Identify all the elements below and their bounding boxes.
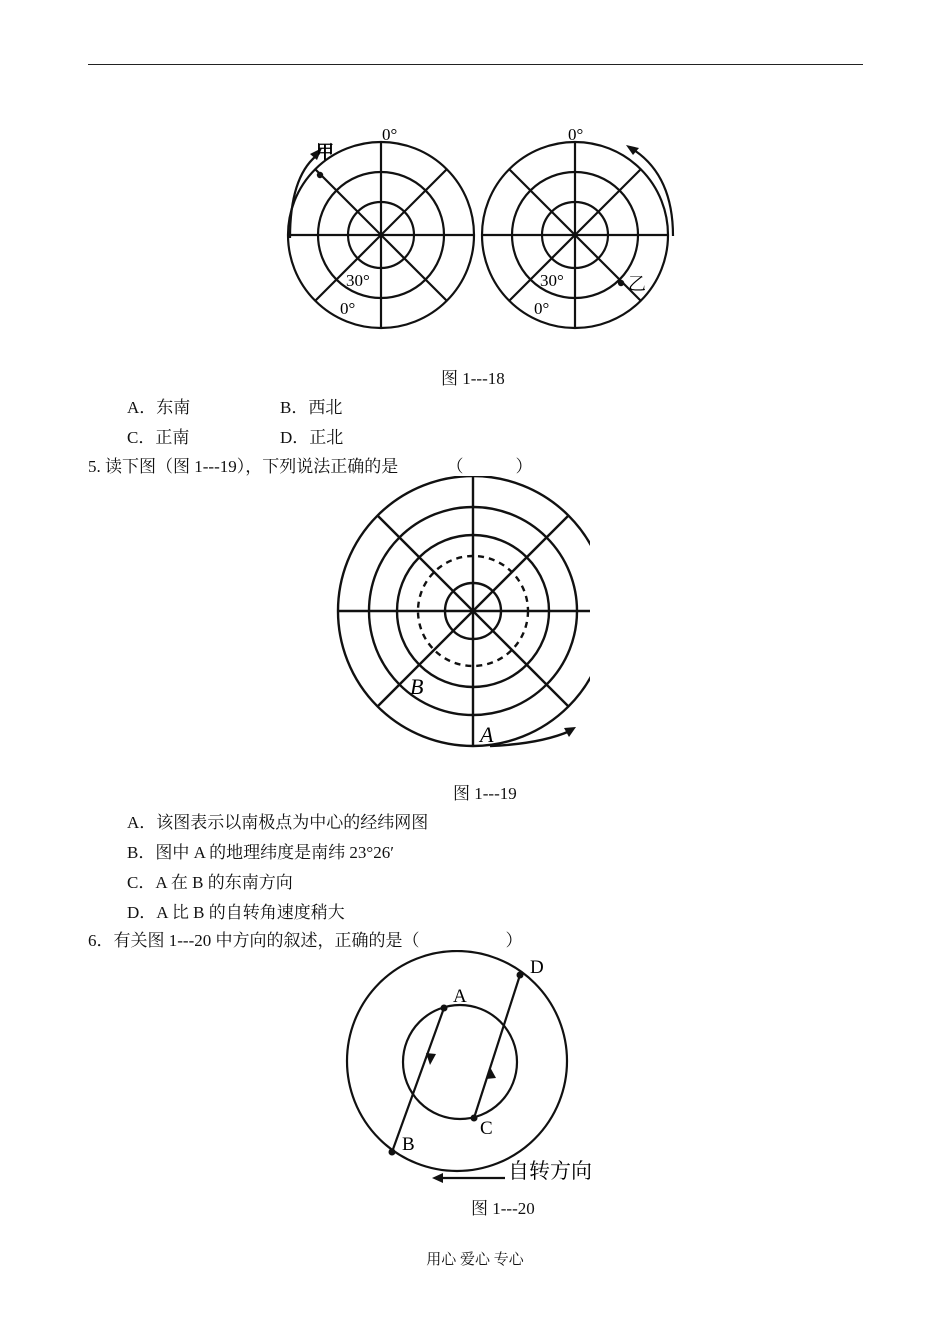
- q4-option-a-text: 东南: [156, 398, 191, 417]
- q5-option-d: [127, 898, 345, 923]
- q4-option-d: [280, 423, 343, 448]
- q4-option-c: [127, 423, 189, 448]
- fig18-left-bottom-label: 0°: [340, 299, 356, 318]
- q4-option-a: [127, 393, 190, 418]
- figure-1-20: [340, 950, 610, 1190]
- q5-option-c-letter: C．: [127, 873, 156, 892]
- q5-option-b: [127, 838, 394, 863]
- q4-option-c-text: 正南: [155, 428, 190, 447]
- figure-1-19-caption: 图 1---19: [453, 784, 517, 803]
- q5-option-c-text: A 在 B 的东南方向: [155, 873, 293, 892]
- q5-paren-close: ）: [515, 457, 533, 476]
- q4-option-a-letter: A．: [127, 398, 157, 417]
- fig18-left-top-label: 0°: [382, 125, 398, 144]
- q5-stem-text: 5. 读下图（图 1---19），下列说法正确的是: [88, 457, 399, 476]
- fig18-right-bottom-label: 0°: [534, 299, 550, 318]
- q5-option-c: [127, 868, 293, 893]
- q5-paren-open: （: [446, 457, 464, 476]
- fig20-label-c: C: [480, 1118, 493, 1139]
- q5-option-d-letter: D．: [127, 903, 157, 922]
- q4-option-b-text: 西北: [308, 398, 343, 417]
- fig19-label-a: A: [480, 722, 494, 747]
- fig18-right-inner-label: 30°: [540, 271, 564, 290]
- fig18-left-point-label: 甲: [316, 142, 334, 162]
- fig19-label-b: B: [410, 674, 424, 699]
- fig20-label-b: B: [402, 1134, 415, 1155]
- fig20-label-a: A: [453, 986, 467, 1007]
- q5-option-a: [127, 808, 428, 833]
- fig18-right-top-label: 0°: [568, 125, 584, 144]
- q5-option-b-letter: B．: [127, 843, 156, 862]
- q4-option-c-letter: C．: [127, 428, 156, 447]
- q5-option-a-letter: A．: [127, 813, 157, 832]
- figure-1-19: [330, 476, 590, 756]
- q4-option-d-letter: D．: [280, 428, 310, 447]
- q4-option-d-text: 正北: [309, 428, 344, 447]
- q6-paren-close: ）: [505, 931, 523, 950]
- q6-stem: [88, 926, 522, 951]
- q5-stem: [88, 452, 532, 477]
- q6-stem-text: 6．有关图 1---20 中方向的叙述，正确的是（: [88, 931, 420, 950]
- q4-option-b-letter: B．: [280, 398, 309, 417]
- fig18-left-inner-label: 30°: [346, 271, 370, 290]
- q5-option-b-text: 图中 A 的地理纬度是南纬 23°26′: [155, 843, 394, 862]
- figure-1-20-caption: 图 1---20: [471, 1199, 535, 1218]
- q4-option-b: [280, 393, 342, 418]
- page-footer: 用心 爱心 专心: [426, 1252, 524, 1268]
- q5-option-a-text: 该图表示以南极点为中心的经纬网图: [156, 813, 429, 832]
- figure-1-18: [270, 118, 690, 343]
- fig20-rotation-label: 自转方向: [508, 1159, 592, 1183]
- q5-option-d-text: A 比 B 的自转角速度稍大: [156, 903, 345, 922]
- fig20-label-d: D: [530, 957, 544, 978]
- fig18-right-point-label: 乙: [628, 274, 646, 294]
- header-rule: [88, 64, 863, 65]
- figure-1-18-caption: 图 1---18: [441, 369, 505, 388]
